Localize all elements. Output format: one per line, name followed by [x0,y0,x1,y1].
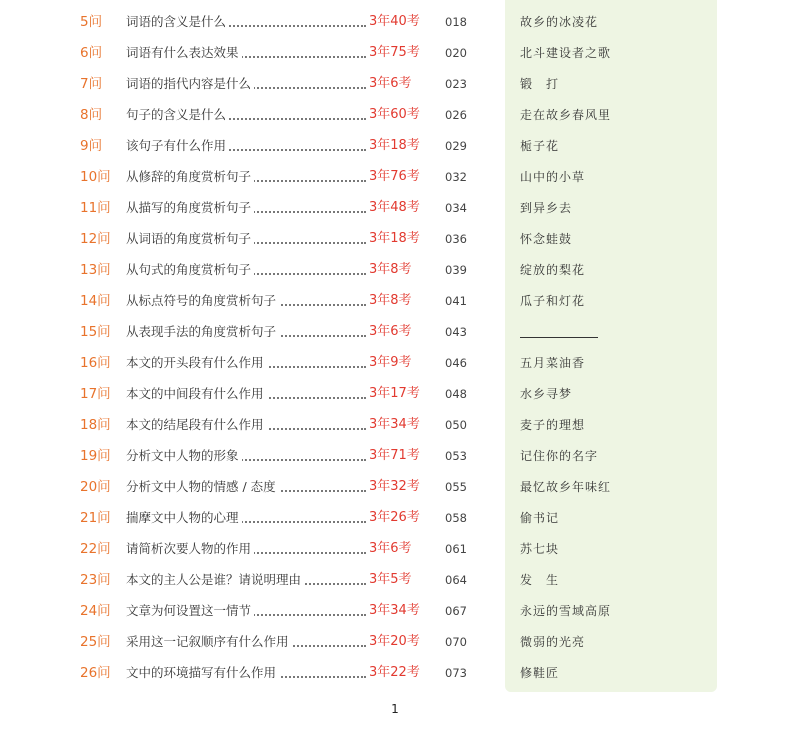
story-title[interactable]: 偷书记 [520,511,560,525]
exam-frequency: 3年8考 [369,262,412,277]
question-number: 23问 [80,572,111,588]
exam-frequency: 3年20考 [369,634,420,649]
toc-row[interactable] [0,72,500,96]
exam-frequency: 3年60考 [369,107,420,122]
toc-row[interactable] [0,537,500,561]
question-title-text: 本文的开头段有什么作用 [126,355,267,370]
toc-row[interactable] [0,630,500,654]
page-ref: 034 [445,201,467,215]
question-title-text: 请简析次要人物的作用 [126,541,254,556]
question-title [126,320,366,344]
page-ref: 032 [445,170,467,184]
page-ref: 061 [445,542,467,556]
question-number: 22问 [80,541,111,557]
question-number: 12问 [80,231,111,247]
toc-row[interactable] [0,475,500,499]
question-title [126,72,366,96]
question-number: 15问 [80,324,111,340]
story-panel [505,0,717,692]
question-title [126,10,366,34]
question-title-text: 分析文中人物的形象 [126,448,242,463]
question-number: 14问 [80,293,111,309]
question-title [126,258,366,282]
story-title[interactable]: 修鞋匠 [520,666,560,680]
question-number: 9问 [80,138,103,154]
question-title [126,41,366,65]
exam-frequency: 3年75考 [369,45,420,60]
question-number: 5问 [80,14,103,30]
story-title[interactable]: 最忆故乡年味红 [520,480,612,494]
question-title-text: 本文的结尾段有什么作用 [126,417,267,432]
toc-row[interactable] [0,351,500,375]
page-ref: 055 [445,480,467,494]
question-number: 21问 [80,510,111,526]
story-title[interactable]: 发 生 [520,573,560,587]
story-title[interactable]: 到异乡去 [520,201,573,215]
exam-frequency: 3年17考 [369,386,420,401]
question-title-text: 词语有什么表达效果 [126,45,242,60]
page-ref: 064 [445,573,467,587]
exam-frequency: 3年40考 [369,14,420,29]
exam-frequency: 3年34考 [369,417,420,432]
question-number: 7问 [80,76,103,92]
toc-row[interactable] [0,289,500,313]
story-title[interactable]: 山中的小草 [520,170,586,184]
exam-frequency: 3年34考 [369,603,420,618]
exam-frequency: 3年48考 [369,200,420,215]
toc-row[interactable] [0,568,500,592]
page-ref: 053 [445,449,467,463]
question-title-text: 从描写的角度赏析句子 [126,200,254,215]
question-number: 11问 [80,200,111,216]
page-ref: 036 [445,232,467,246]
page-ref: 023 [445,77,467,91]
toc-row[interactable] [0,444,500,468]
story-title[interactable]: 麦子的理想 [520,418,586,432]
question-title-text: 揣摩文中人物的心理 [126,510,242,525]
question-number: 24问 [80,603,111,619]
toc-row[interactable] [0,506,500,530]
question-title [126,537,366,561]
page-ref: 067 [445,604,467,618]
toc-row[interactable] [0,227,500,251]
question-number: 26问 [80,665,111,681]
exam-frequency: 3年26考 [369,510,420,525]
question-title-text: 词语的指代内容是什么 [126,76,254,91]
question-title [126,599,366,623]
question-number: 8问 [80,107,103,123]
question-title [126,444,366,468]
exam-frequency: 3年76考 [369,169,420,184]
toc-row[interactable] [0,258,500,282]
question-number: 25问 [80,634,111,650]
story-title[interactable]: 苏七块 [520,542,560,556]
section-divider [520,337,598,338]
story-title[interactable]: 走在故乡春风里 [520,108,612,122]
question-title [126,661,366,685]
story-title[interactable]: 记住你的名字 [520,449,599,463]
exam-frequency: 3年6考 [369,324,412,339]
question-title-text: 从修辞的角度赏析句子 [126,169,254,184]
story-title[interactable]: 锻 打 [520,77,560,91]
question-title-text: 该句子有什么作用 [126,138,229,153]
question-number: 19问 [80,448,111,464]
story-title[interactable]: 北斗建设者之歌 [520,46,612,60]
question-number: 13问 [80,262,111,278]
toc-row[interactable] [0,41,500,65]
toc-row[interactable] [0,134,500,158]
question-title-text: 本文的中间段有什么作用 [126,386,267,401]
question-title-text: 从表现手法的角度赏析句子 [126,324,279,339]
question-number: 17问 [80,386,111,402]
page-ref: 018 [445,15,467,29]
question-title-text: 从句式的角度赏析句子 [126,262,254,277]
page-ref: 043 [445,325,467,339]
question-title [126,227,366,251]
exam-frequency: 3年32考 [369,479,420,494]
exam-frequency: 3年5考 [369,572,412,587]
question-title [126,103,366,127]
question-title [126,289,366,313]
question-title [126,568,366,592]
question-title [126,196,366,220]
question-number: 6问 [80,45,103,61]
question-title-text: 词语的含义是什么 [126,14,229,29]
exam-frequency: 3年6考 [369,541,412,556]
toc-row[interactable] [0,382,500,406]
story-title[interactable]: 怀念蛙鼓 [520,232,573,246]
question-title [126,413,366,437]
toc-row[interactable] [0,165,500,189]
toc-row[interactable] [0,661,500,685]
page-ref: 050 [445,418,467,432]
exam-frequency: 3年18考 [369,138,420,153]
exam-frequency: 3年9考 [369,355,412,370]
story-title[interactable]: 微弱的光亮 [520,635,586,649]
toc-row[interactable] [0,320,500,344]
story-title[interactable]: 瓜子和灯花 [520,294,586,308]
exam-frequency: 3年6考 [369,76,412,91]
story-title[interactable]: 故乡的冰凌花 [520,15,599,29]
question-title [126,351,366,375]
question-title-text: 文章为何设置这一情节 [126,603,254,618]
question-title [126,134,366,158]
exam-frequency: 3年71考 [369,448,420,463]
toc-row[interactable] [0,413,500,437]
question-title-text: 采用这一记叙顺序有什么作用 [126,634,292,649]
page-number: 1 [391,702,399,716]
toc-row[interactable] [0,196,500,220]
question-title-text: 句子的含义是什么 [126,107,229,122]
exam-frequency: 3年8考 [369,293,412,308]
story-title[interactable]: 水乡寻梦 [520,387,573,401]
page-ref: 048 [445,387,467,401]
story-title[interactable]: 栀子花 [520,139,560,153]
story-title[interactable]: 永远的雪域高原 [520,604,612,618]
toc-row[interactable] [0,599,500,623]
page-ref: 020 [445,46,467,60]
exam-frequency: 3年22考 [369,665,420,680]
question-number: 20问 [80,479,111,495]
question-title [126,382,366,406]
page-ref: 041 [445,294,467,308]
question-number: 10问 [80,169,111,185]
question-title-text: 从标点符号的角度赏析句子 [126,293,279,308]
toc-row[interactable] [0,10,500,34]
question-title [126,165,366,189]
question-number: 16问 [80,355,111,371]
story-title[interactable]: 五月菜油香 [520,356,586,370]
question-title [126,506,366,530]
question-title-text: 文中的环境描写有什么作用 [126,665,279,680]
exam-frequency: 3年18考 [369,231,420,246]
page-ref: 039 [445,263,467,277]
page-ref: 029 [445,139,467,153]
page-ref: 058 [445,511,467,525]
question-title-text: 分析文中人物的情感 / 态度 [126,479,279,494]
page-ref: 070 [445,635,467,649]
page-ref: 073 [445,666,467,680]
story-title[interactable]: 绽放的梨花 [520,263,586,277]
question-title [126,630,366,654]
toc-row[interactable] [0,103,500,127]
page-ref: 026 [445,108,467,122]
question-title-text: 本文的主人公是谁？请说明理由 [126,572,304,587]
question-title [126,475,366,499]
question-number: 18问 [80,417,111,433]
page-ref: 046 [445,356,467,370]
question-title-text: 从词语的角度赏析句子 [126,231,254,246]
